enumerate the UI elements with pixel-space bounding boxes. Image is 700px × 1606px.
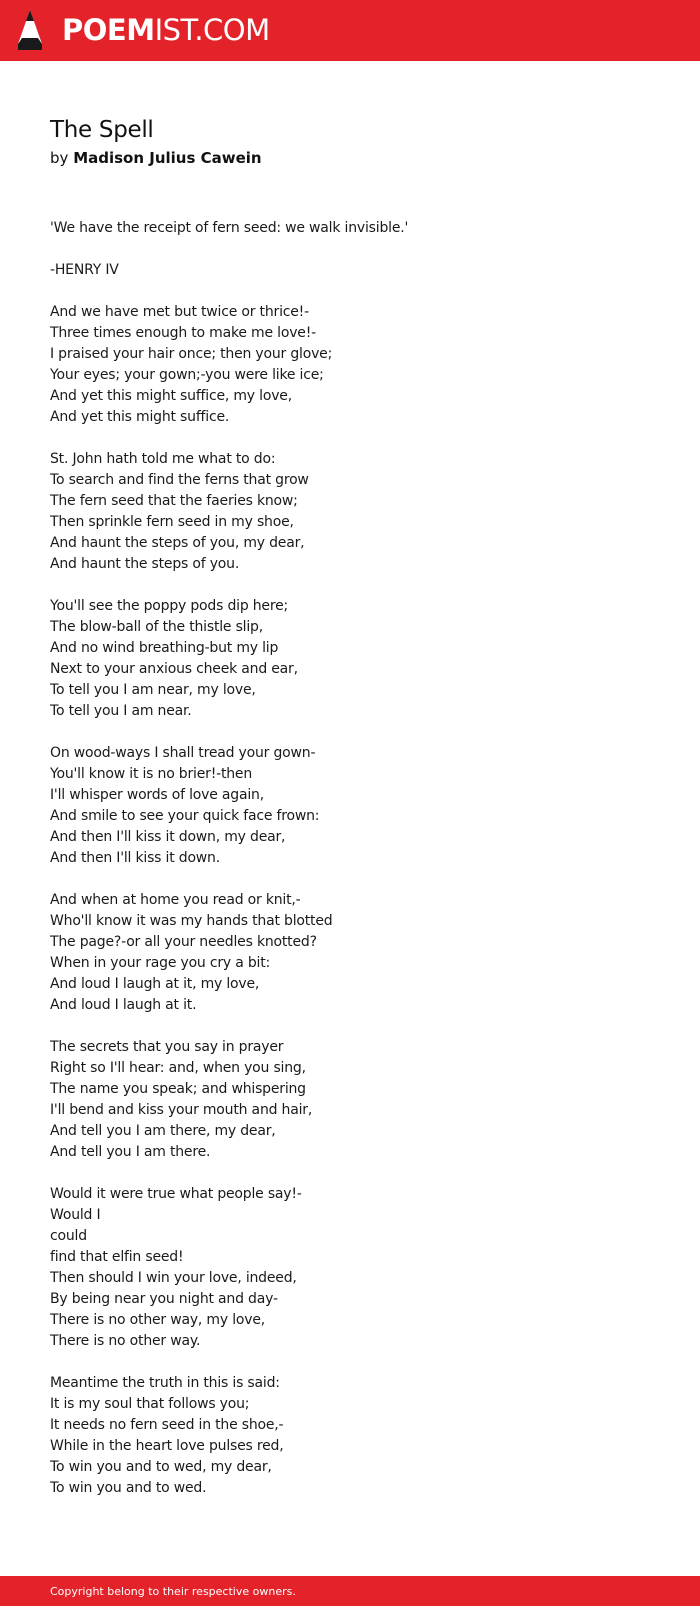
poem-line: And tell you I am there.	[50, 1144, 211, 1160]
stanza-break	[50, 575, 650, 596]
copyright-text: Copyright belong to their respective owners.	[50, 1585, 296, 1598]
author-name: Madison Julius Cawein	[73, 149, 262, 167]
poem-line: When in your rage you cry a bit:	[50, 955, 271, 971]
poem-line: Would I	[50, 1207, 101, 1223]
by-label: by	[50, 149, 69, 167]
site-footer	[0, 1576, 700, 1606]
poem-line: The name you speak; and whispering	[50, 1081, 306, 1097]
poem-line: While in the heart love pulses red,	[50, 1438, 284, 1454]
poem-line: Would it were true what people say!-	[50, 1186, 302, 1202]
poem-line: The blow-ball of the thistle slip,	[50, 619, 263, 635]
poem-line: To win you and to wed, my dear,	[50, 1459, 272, 1475]
poem-line: Who'll know it was my hands that blotted	[50, 913, 333, 929]
pencil-icon[interactable]	[18, 10, 42, 50]
poem-line: And loud I laugh at it, my love,	[50, 976, 260, 992]
poem-line: Then should I win your love, indeed,	[50, 1270, 297, 1286]
poem-line: I praised your hair once; then your glove;	[50, 346, 333, 362]
poem-line: And we have met but twice or thrice!-	[50, 304, 309, 320]
poem-line: By being near you night and day-	[50, 1291, 278, 1307]
poem-line: Then sprinkle fern seed in my shoe,	[50, 514, 294, 530]
poem-line: There is no other way, my love,	[50, 1312, 266, 1328]
poem-line: The page?-or all your needles knotted?	[50, 934, 317, 950]
poem-line: could	[50, 1228, 87, 1244]
poem-line: Meantime the truth in this is said:	[50, 1375, 280, 1391]
poem-line: find that elfin seed!	[50, 1249, 184, 1265]
poem-line: Next to your anxious cheek and ear,	[50, 661, 298, 677]
stanza-break	[50, 1016, 650, 1037]
poem-title: The Spell	[50, 117, 154, 143]
stanza-break	[50, 281, 650, 302]
poem-line: And haunt the steps of you, my dear,	[50, 535, 305, 551]
site-logo[interactable]	[62, 13, 270, 47]
poem-line: And no wind breathing-but my lip	[50, 640, 279, 656]
poem-line: And yet this might suffice.	[50, 409, 230, 425]
poem-line: I'll whisper words of love again,	[50, 787, 264, 803]
poem-line: And then I'll kiss it down.	[50, 850, 220, 866]
poem-line: To tell you I am near, my love,	[50, 682, 256, 698]
poem-line: -HENRY IV	[50, 262, 119, 278]
poem-line: St. John hath told me what to do:	[50, 451, 276, 467]
poem-line: You'll see the poppy pods dip here;	[50, 598, 289, 614]
poem-line: And haunt the steps of you.	[50, 556, 240, 572]
stanza-break	[50, 869, 650, 890]
poem-line: Three times enough to make me love!-	[50, 325, 316, 341]
poem-line: To tell you I am near.	[50, 703, 192, 719]
stanza-break	[50, 239, 650, 260]
poem-line: I'll bend and kiss your mouth and hair,	[50, 1102, 313, 1118]
poem-line: And loud I laugh at it.	[50, 997, 197, 1013]
stanza-break	[50, 1352, 650, 1373]
poem-line: And yet this might suffice, my love,	[50, 388, 292, 404]
byline	[50, 147, 650, 169]
poem-line: The fern seed that the faeries know;	[50, 493, 298, 509]
poem-line: You'll know it is no brier!-then	[50, 766, 253, 782]
poem-line: 'We have the receipt of fern seed: we walk invisible.'	[50, 220, 409, 236]
poem-line: And smile to see your quick face frown:	[50, 808, 320, 824]
poem-line: Right so I'll hear: and, when you sing,	[50, 1060, 306, 1076]
poem-line: It needs no fern seed in the shoe,-	[50, 1417, 284, 1433]
stanza-break	[50, 1163, 650, 1184]
poem-line: It is my soul that follows you;	[50, 1396, 250, 1412]
poem-line: To win you and to wed.	[50, 1480, 207, 1496]
poem-heading	[50, 113, 650, 169]
poem-line: The secrets that you say in prayer	[50, 1039, 284, 1055]
poem-line: And then I'll kiss it down, my dear,	[50, 829, 286, 845]
poem-line: Your eyes; your gown;-you were like ice;	[50, 367, 324, 383]
site-header	[0, 0, 700, 61]
logo-light-text: IST.COM	[154, 13, 270, 47]
poem-line: To search and find the ferns that grow	[50, 472, 309, 488]
poem-line: And tell you I am there, my dear,	[50, 1123, 276, 1139]
poem-line: There is no other way.	[50, 1333, 201, 1349]
poem-body	[50, 218, 650, 1499]
logo-bold-text: POEM	[62, 13, 155, 47]
stanza-break	[50, 428, 650, 449]
stanza-break	[50, 722, 650, 743]
poem-line: On wood-ways I shall tread your gown-	[50, 745, 316, 761]
poem-line: And when at home you read or knit,-	[50, 892, 301, 908]
